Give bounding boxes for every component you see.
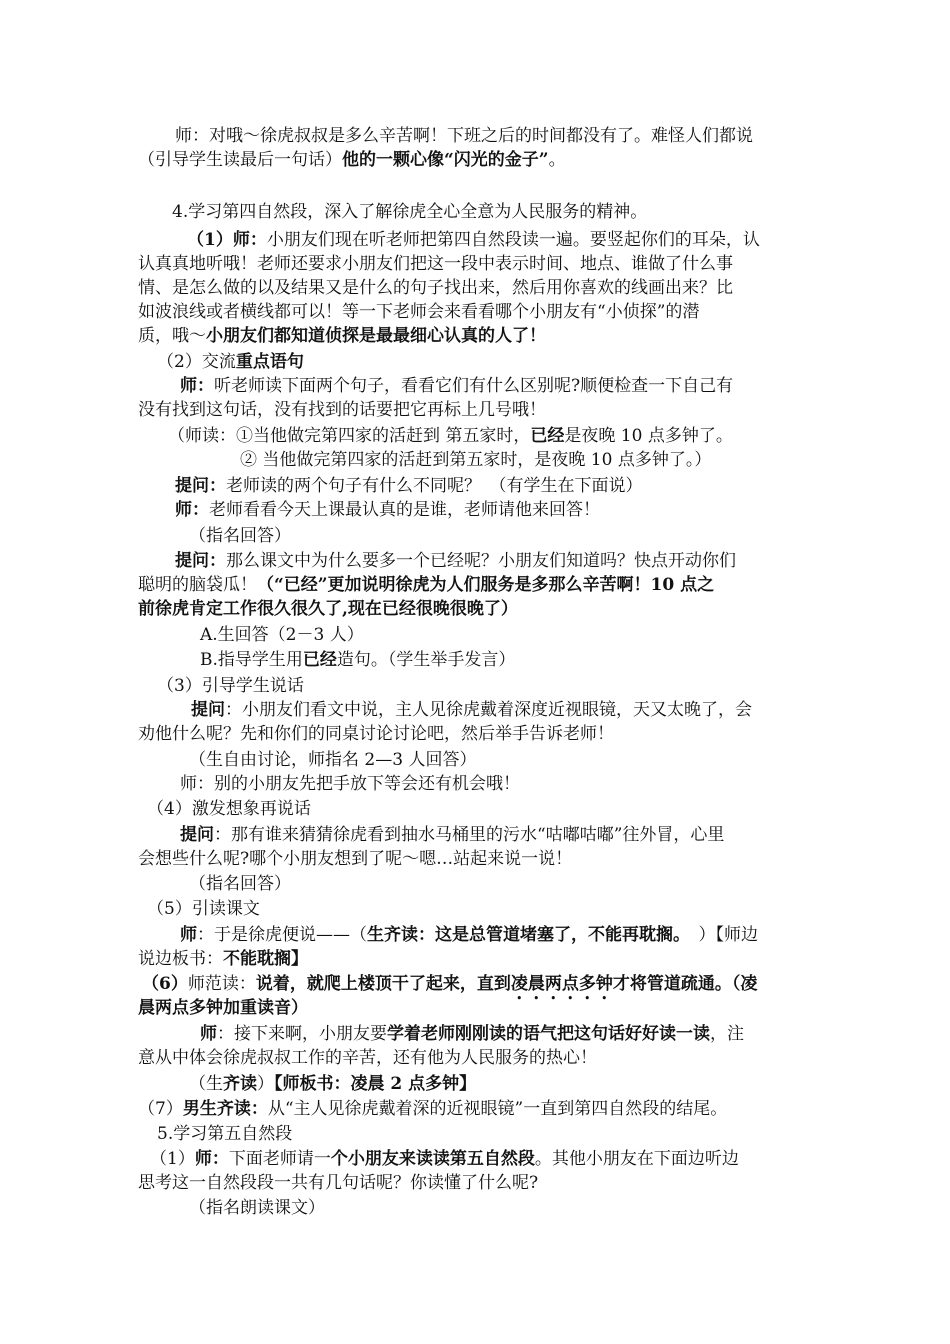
bold-text-run: 提问 <box>180 825 214 845</box>
bold-text-run: 师 <box>200 1024 217 1044</box>
text-run: （1） <box>150 1149 195 1169</box>
text-run: ：于是徐虎便说——（ <box>197 925 367 945</box>
text-run: 老师读的两个句子有什么不同呢？ （有学生在下面说） <box>226 476 643 496</box>
bold-text-run: 师 <box>180 925 197 945</box>
text-line <box>175 474 643 498</box>
text-run: （2）交流 <box>157 352 236 372</box>
bold-text-run: 小朋友们都知道侦探是最最细心认真的人了！ <box>206 326 546 346</box>
text-run: 5.学习第五自然段 <box>157 1124 293 1144</box>
text-run: B.指导学生用 <box>200 650 303 670</box>
text-run: 小朋友们现在听老师把第四自然段读一遍。要竖起你们的耳朵，认 <box>266 230 760 250</box>
text-line <box>180 923 758 947</box>
text-line <box>189 524 291 548</box>
text-run: ：那有谁来猜猜徐虎看到抽水马桶里的污水“咕嘟咕嘟”往外冒，心里 <box>214 825 725 845</box>
text-run: （5）引读课文 <box>147 899 260 919</box>
text-line <box>157 350 304 374</box>
bold-text-run: 不能耽搁】 <box>223 949 308 969</box>
text-line <box>189 748 476 772</box>
bold-text-run: 男生齐读： <box>182 1099 268 1119</box>
text-run: （3）引导学生说话 <box>157 676 304 696</box>
bold-text-run: 个小朋友来读读第五自然段 <box>330 1149 535 1169</box>
text-line <box>138 398 546 422</box>
text-line <box>168 424 733 448</box>
text-run: 劝他什么呢？先和你们的同桌讨论讨论吧，然后举手告诉老师！ <box>138 724 614 744</box>
bold-text-run: 晨两点多钟加重读音） <box>138 998 308 1018</box>
text-run: A.生回答（2－3 人） <box>200 625 364 645</box>
text-run: 那么课文中为什么要多一个已经呢？小朋友们知道吗？快点开动你们 <box>226 551 736 571</box>
text-line <box>138 1097 727 1121</box>
text-line <box>200 623 364 647</box>
text-run: 思考这一自然段段一共有几句话呢？你读懂了什么呢? <box>138 1173 539 1193</box>
text-line <box>200 648 515 672</box>
bold-text-run: 提问： <box>175 476 226 496</box>
text-line <box>138 722 614 746</box>
text-run: ，注 <box>710 1024 744 1044</box>
text-line <box>200 1022 744 1046</box>
bold-text-run: （6） <box>142 974 188 994</box>
text-line <box>138 573 714 597</box>
text-line <box>175 124 753 148</box>
text-line <box>172 200 647 224</box>
bold-text-run: （“已经”更加说明徐虎为人们服务是多那么辛苦啊！10 点之 <box>257 575 715 595</box>
text-line <box>147 797 311 821</box>
text-run: （生自由讨论，师指名 2—3 人回答） <box>189 750 477 770</box>
text-line <box>189 1072 476 1096</box>
bold-text-run: 才将管道疏通。（凌 <box>612 974 758 994</box>
text-run: （指名朗读课文） <box>189 1198 325 1218</box>
text-run: 师：对哦～徐虎叔叔是多么辛苦啊！下班之后的时间都没有了。难怪人们都说 <box>175 126 753 146</box>
text-line <box>150 1147 739 1171</box>
text-run: 造句。（学生举手发言） <box>336 650 516 670</box>
text-run: 认真真地听哦！老师还要求小朋友们把这一段中表示时间、地点、谁做了什么事 <box>138 254 733 274</box>
text-run: 意从中体会徐虎叔叔工作的辛苦，还有他为人民服务的热心！ <box>138 1048 597 1068</box>
bold-text-run: 提问 <box>191 700 225 720</box>
text-run: 情、是怎么做的以及结果又是什么的句子找出来，然后用你喜欢的线画出来？比 <box>138 278 733 298</box>
text-line <box>138 148 566 172</box>
bold-text-run: 前徐虎肯定工作很久很久了,现在已经很晚很晚了） <box>138 599 518 619</box>
bold-text-run: 齐读 <box>223 1074 257 1094</box>
text-line <box>138 1171 538 1195</box>
text-run: 会想些什么呢?哪个小朋友想到了呢～嗯…站起来说一说！ <box>138 849 573 869</box>
text-run: ② 当他做完第四家的活赶到第五家时，是夜晚 10 点多钟了。） <box>240 450 712 470</box>
text-line <box>138 300 699 324</box>
text-run: ）【师边 <box>681 925 758 945</box>
text-run: 如波浪线或者横线都可以！等一下老师会来看看哪个小朋友有“小侦探”的潜 <box>138 302 700 322</box>
text-run: 是夜晚 10 点多钟了。 <box>564 426 733 446</box>
text-run: （4）激发想象再说话 <box>147 799 311 819</box>
text-line <box>189 1196 325 1220</box>
text-line <box>138 947 308 971</box>
text-line <box>138 324 546 348</box>
text-run: 。 <box>548 150 566 170</box>
bold-text-run: 重点语句 <box>235 352 304 372</box>
text-run: （指名回答） <box>189 874 291 894</box>
text-line <box>142 972 757 996</box>
text-line <box>180 823 724 847</box>
bold-text-run: 师： <box>180 376 214 396</box>
text-run: 师范读： <box>187 974 256 994</box>
text-run: （指名回答） <box>189 526 291 546</box>
text-run: 老师看看今天上课最认真的是谁，老师请他来回答！ <box>209 500 600 520</box>
text-line <box>157 674 304 698</box>
text-line <box>157 1122 292 1146</box>
text-run: 聪明的脑袋瓜！ <box>138 575 257 595</box>
bold-text-run: 师： <box>175 500 209 520</box>
text-run: （7） <box>138 1099 183 1119</box>
text-line <box>175 498 600 522</box>
text-run: 质，哦～ <box>138 326 206 346</box>
bold-text-run: 已经 <box>302 650 337 670</box>
text-line <box>138 847 572 871</box>
text-line <box>138 1046 597 1070</box>
text-line <box>138 252 733 276</box>
bold-text-run: 学着老师刚刚读的语气把这句话好好读一读 <box>387 1024 710 1044</box>
text-line <box>180 374 733 398</box>
text-line <box>189 872 291 896</box>
text-line <box>175 549 736 573</box>
bold-text-run: 已经 <box>530 426 565 446</box>
bold-text-run: 凌晨两点多钟 <box>510 974 613 994</box>
text-line <box>138 996 308 1020</box>
text-run: 。其他小朋友在下面边听边 <box>534 1149 739 1169</box>
bold-text-run: （1）师： <box>187 230 267 250</box>
text-line <box>138 597 518 621</box>
text-run: ：小朋友们看文中说，主人见徐虎戴着深度近视眼镜，天又太晚了，会 <box>225 700 752 720</box>
text-run: 说边板书： <box>138 949 223 969</box>
text-line <box>147 897 260 921</box>
bold-text-run: 师： <box>194 1149 229 1169</box>
text-run: 4.学习第四自然段，深入了解徐虎全心全意为人民服务的精神。 <box>172 202 648 222</box>
bold-text-run: 生齐读：这是总管道堵塞了，不能再耽搁。 <box>367 925 682 945</box>
text-line <box>187 228 760 252</box>
text-run: 从“主人见徐虎戴着深的近视眼镜”一直到第四自然段的结尾。 <box>267 1099 728 1119</box>
bold-text-run: 提问： <box>175 551 226 571</box>
text-run: 师：别的小朋友先把手放下等会还有机会哦！ <box>180 774 520 794</box>
text-run: （引导学生读最后一句话） <box>138 150 342 170</box>
bold-text-run: 他的一颗心像“闪光的金子” <box>342 150 549 170</box>
text-run: 没有找到这句话，没有找到的话要把它再标上几号哦！ <box>138 400 546 420</box>
text-line <box>138 276 733 300</box>
text-line <box>180 772 520 796</box>
text-run: 下面老师请一 <box>228 1149 331 1169</box>
text-line <box>191 698 752 722</box>
text-run: ） <box>257 1074 274 1094</box>
text-run: （师读：①当他做完第四家的活赶到 第五家时， <box>168 426 531 446</box>
bold-text-run: 【师板书：凌晨 2 点多钟】 <box>274 1074 477 1094</box>
text-run: 听老师读下面两个句子，看看它们有什么区别呢?顺便检查一下自己有 <box>214 376 734 396</box>
text-run: ：接下来啊，小朋友要 <box>217 1024 387 1044</box>
bold-text-run: 说着，就爬上楼顶干了起来，直到 <box>255 974 511 994</box>
text-line <box>240 448 711 472</box>
text-run: （生 <box>189 1074 223 1094</box>
